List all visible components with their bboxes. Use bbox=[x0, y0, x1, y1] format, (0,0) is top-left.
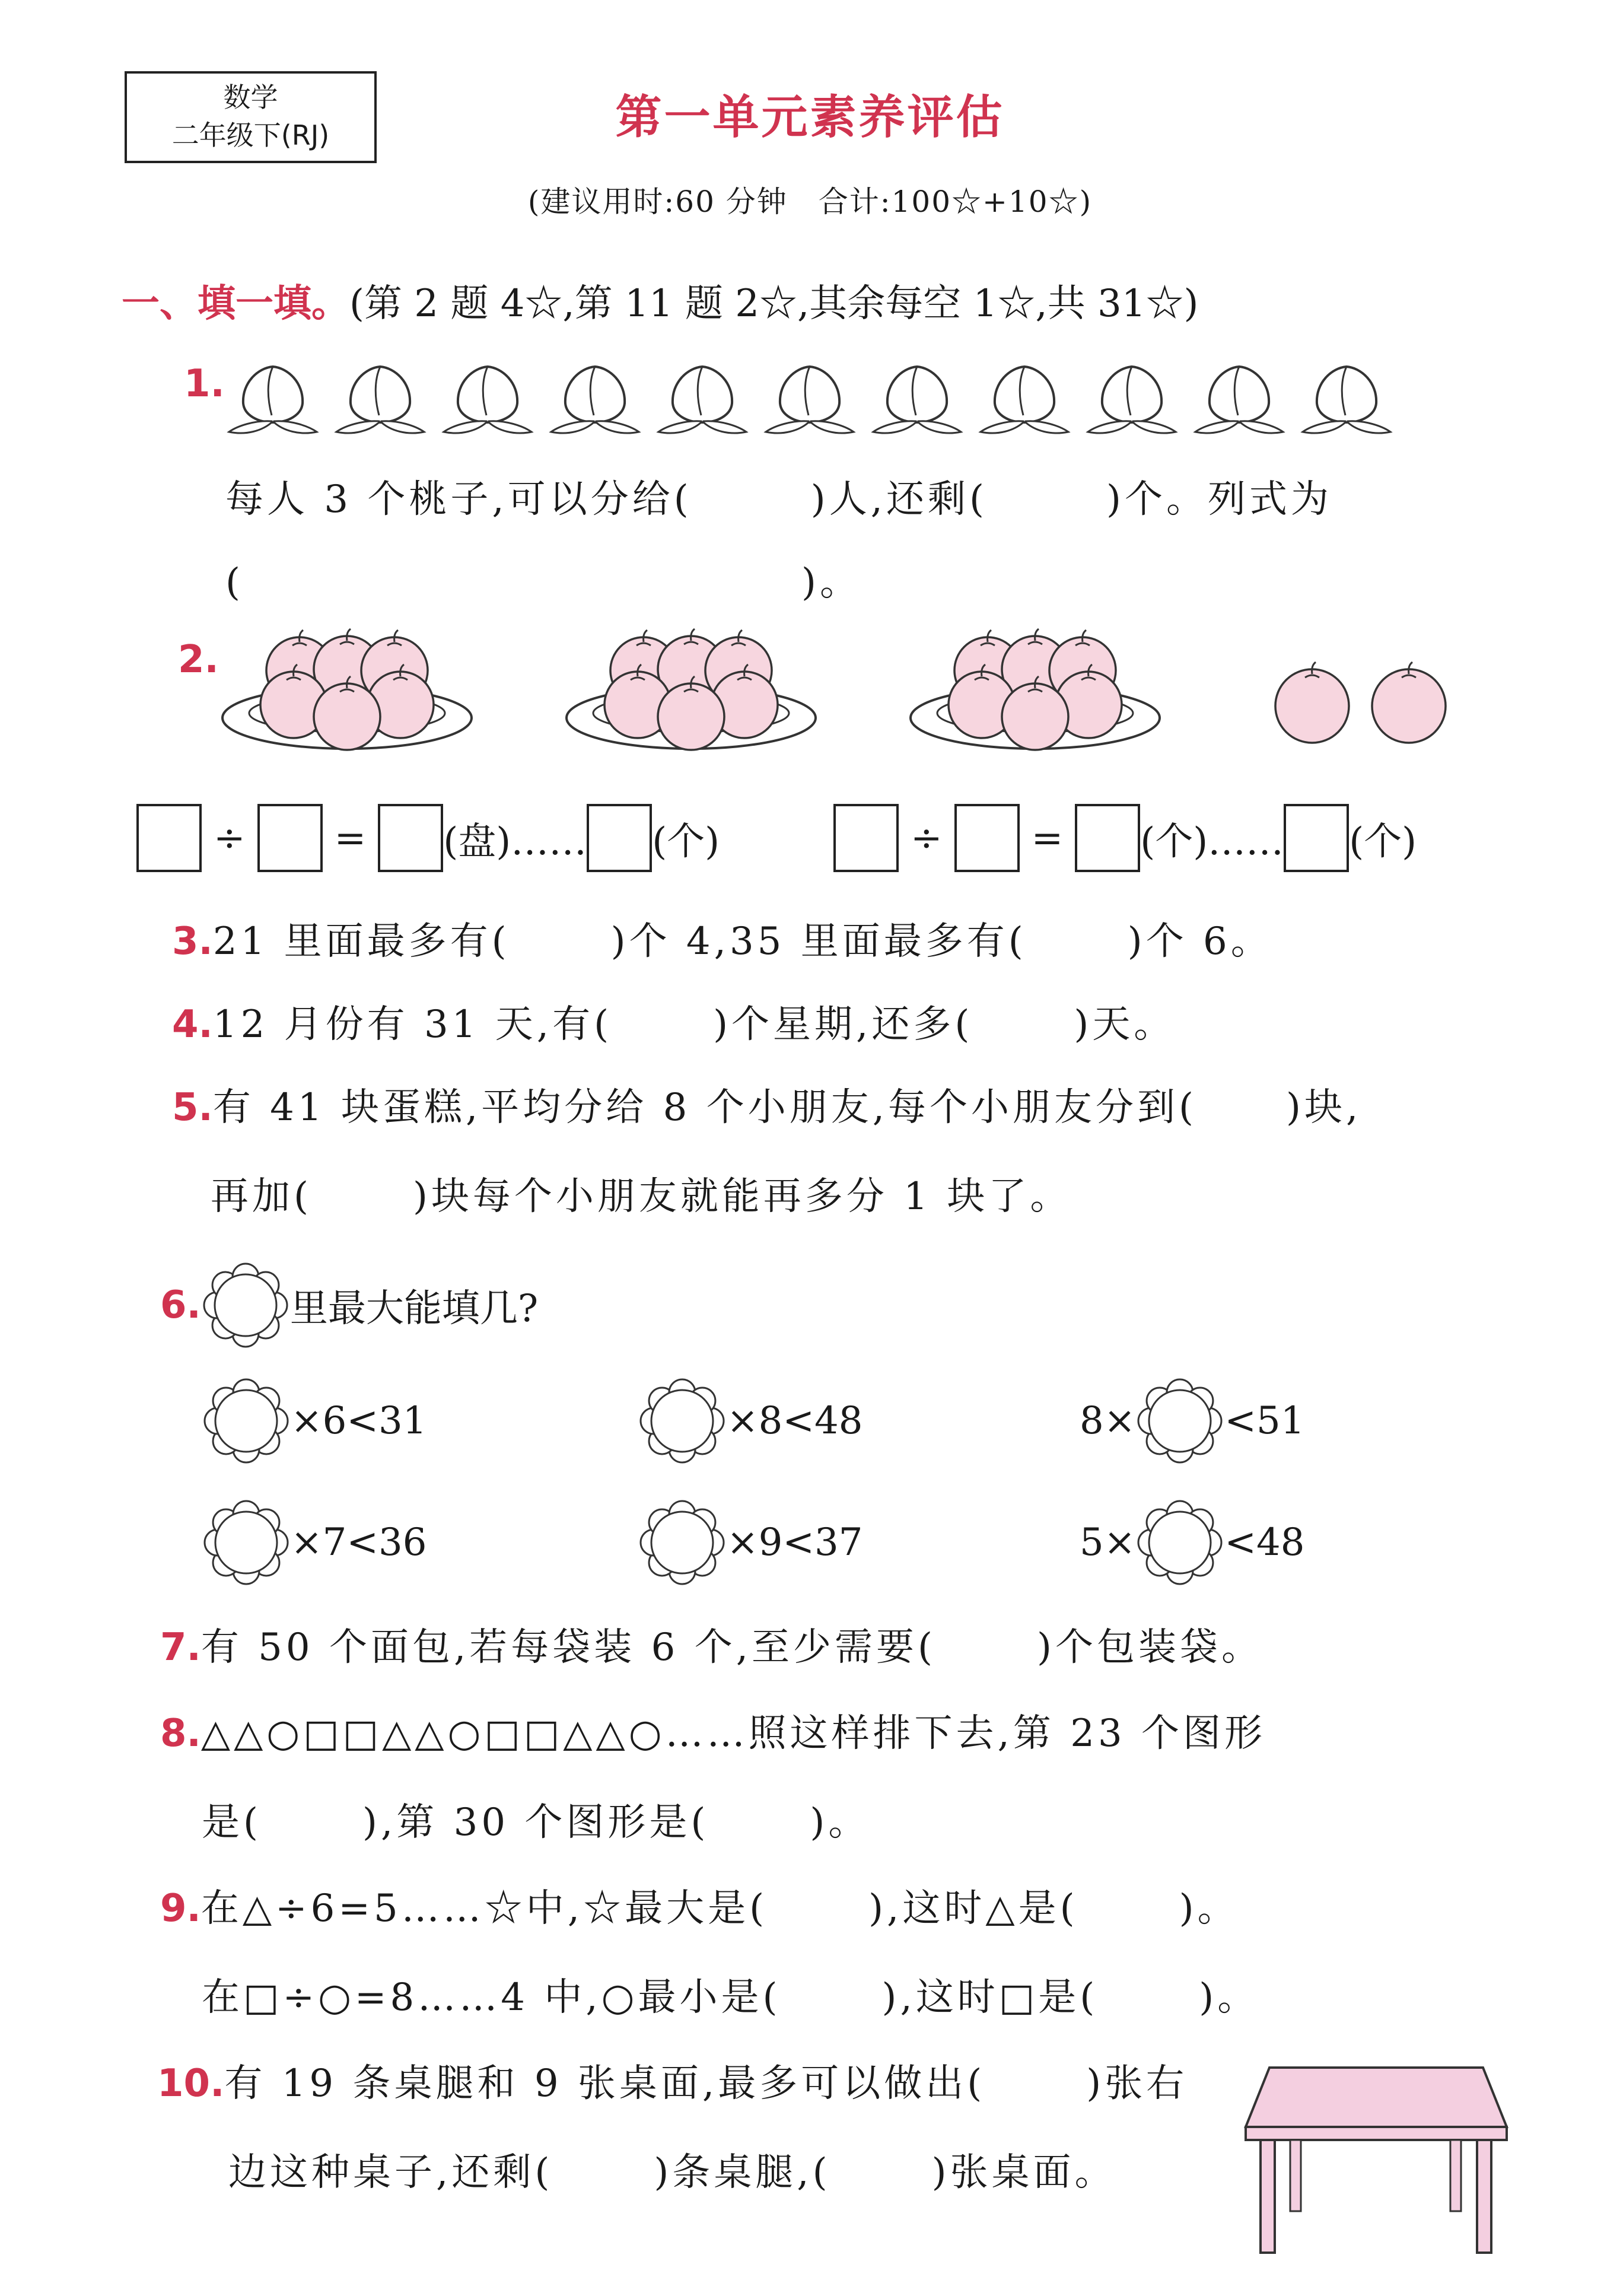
badge-grade: 二年级下(RJ) bbox=[171, 119, 330, 151]
question-4: 4.12 月份有 31 天,有( )个星期,还多( )天。 bbox=[172, 1003, 1176, 1047]
peach-icon bbox=[977, 356, 1072, 439]
question-1-number: 1. bbox=[184, 362, 225, 406]
flower-icon[interactable] bbox=[202, 1498, 291, 1587]
peach-icon bbox=[1192, 356, 1287, 439]
peach-icon bbox=[762, 356, 857, 439]
question-8-line-1: 8.△△○□□△△○□□△△○……照这样排下去,第 23 个图形 bbox=[160, 1712, 1266, 1756]
question-2-equation-2 bbox=[833, 804, 1417, 872]
peach-icon bbox=[1299, 356, 1394, 439]
question-2-equation-1 bbox=[136, 804, 720, 872]
peach-icon bbox=[440, 356, 535, 439]
flower-icon[interactable] bbox=[638, 1376, 727, 1465]
question-9-line-2: 在□÷○=8……4 中,○最小是( ),这时□是( )。 bbox=[202, 1976, 1259, 2020]
peach-icon bbox=[548, 356, 642, 439]
question-1-line-2 bbox=[225, 552, 861, 606]
q7-number: 7. bbox=[160, 1626, 201, 1669]
q6-inequality-1: ×6<31 bbox=[202, 1376, 427, 1465]
divide-sign: ÷ bbox=[911, 816, 943, 860]
q6-inequality-4: ×7<36 bbox=[202, 1498, 427, 1587]
loose-apples bbox=[1263, 659, 1453, 748]
q1-text-c: )个。列式为 bbox=[1106, 478, 1332, 521]
q1-text-b: )人,还剩( bbox=[810, 478, 988, 521]
q1-text-a: 每人 3 个桃子,可以分给( bbox=[225, 478, 692, 521]
divide-sign: ÷ bbox=[214, 816, 246, 860]
flower-icon[interactable] bbox=[638, 1498, 727, 1587]
question-1-line-1 bbox=[225, 469, 1332, 523]
question-3: 3.21 里面最多有( )个 4,35 里面最多有( )个 6。 bbox=[172, 920, 1272, 963]
q6-inequality-6: 5× <48 bbox=[1080, 1498, 1304, 1587]
q2-box-quotient-2[interactable] bbox=[1075, 804, 1140, 872]
q1-text-d: ( bbox=[225, 561, 244, 605]
question-5-line-1: 5.有 41 块蛋糕,平均分给 8 个小朋友,每个小朋友分到( )块, bbox=[172, 1086, 1362, 1130]
flower-icon[interactable] bbox=[202, 1376, 291, 1465]
q2-box-dividend-2[interactable] bbox=[833, 804, 899, 872]
unit-ge: (个)…… bbox=[1140, 819, 1284, 864]
peach-icon bbox=[333, 356, 428, 439]
q6-inequality-2: ×8<48 bbox=[638, 1376, 862, 1465]
q2-box-dividend-1[interactable] bbox=[136, 804, 202, 872]
badge-subject: 数学 bbox=[223, 81, 278, 113]
q5-number: 5. bbox=[172, 1086, 213, 1130]
question-8-line-2: 是( ),第 30 个图形是( )。 bbox=[202, 1801, 870, 1845]
q10-number: 10. bbox=[157, 2062, 225, 2106]
q2-box-divisor-1[interactable] bbox=[257, 804, 323, 872]
equals-sign: = bbox=[334, 816, 367, 860]
unit-ge: (个) bbox=[652, 819, 720, 864]
q1-text-e: )。 bbox=[801, 561, 861, 605]
section-heading bbox=[122, 273, 1198, 327]
apple-plate-3 bbox=[902, 623, 1169, 753]
q2-box-quotient-1[interactable] bbox=[378, 804, 443, 872]
q6-number: 6. bbox=[160, 1283, 201, 1327]
apple-plate-2 bbox=[558, 623, 825, 753]
page-title: 第一单元素养评估 bbox=[615, 91, 1005, 144]
q9-number: 9. bbox=[160, 1887, 201, 1931]
q4-number: 4. bbox=[172, 1003, 213, 1047]
flower-icon[interactable] bbox=[1135, 1498, 1224, 1587]
peach-icon bbox=[1084, 356, 1179, 439]
page-subtitle: (建议用时:60 分钟 合计:100☆+10☆) bbox=[527, 185, 1093, 219]
question-2-number: 2. bbox=[178, 638, 219, 682]
question-7: 7.有 50 个面包,若每袋装 6 个,至少需要( )个包装袋。 bbox=[160, 1626, 1263, 1669]
peach-icon bbox=[225, 356, 320, 439]
question-9-line-1: 9.在△÷6=5……☆中,☆最大是( ),这时△是( )。 bbox=[160, 1887, 1239, 1931]
unit-plate: (盘)…… bbox=[443, 819, 587, 864]
question-10-line-2: 边这种桌子,还剩( )条桌腿,( )张桌面。 bbox=[228, 2151, 1116, 2195]
q6-inequality-5: ×9<37 bbox=[638, 1498, 862, 1587]
section-note: (第 2 题 4☆,第 11 题 2☆,其余每空 1☆,共 31☆) bbox=[349, 282, 1199, 326]
q2-box-remainder-2[interactable] bbox=[1284, 804, 1349, 872]
peach-icon bbox=[655, 356, 750, 439]
question-5-line-2: 再加( )块每个小朋友就能再多分 1 块了。 bbox=[211, 1175, 1072, 1219]
question-10-line-1: 10.有 19 条桌腿和 9 张桌面,最多可以做出( )张右 bbox=[157, 2062, 1188, 2106]
flower-icon[interactable] bbox=[1135, 1376, 1224, 1465]
apple-plate-1 bbox=[214, 623, 480, 753]
q8-number: 8. bbox=[160, 1712, 201, 1756]
q2-box-remainder-1[interactable] bbox=[587, 804, 652, 872]
unit-ge: (个) bbox=[1349, 819, 1417, 864]
table-icon bbox=[1237, 2056, 1516, 2257]
q3-number: 3. bbox=[172, 920, 213, 963]
q2-box-divisor-2[interactable] bbox=[954, 804, 1020, 872]
question-6-prompt: 6. 里最大能填几? bbox=[160, 1261, 538, 1350]
flower-icon bbox=[201, 1261, 290, 1350]
section-title: 一、填一填。 bbox=[122, 282, 349, 326]
equals-sign: = bbox=[1031, 816, 1064, 860]
peach-icon bbox=[870, 356, 965, 439]
q6-inequality-3: 8× <51 bbox=[1080, 1376, 1304, 1465]
